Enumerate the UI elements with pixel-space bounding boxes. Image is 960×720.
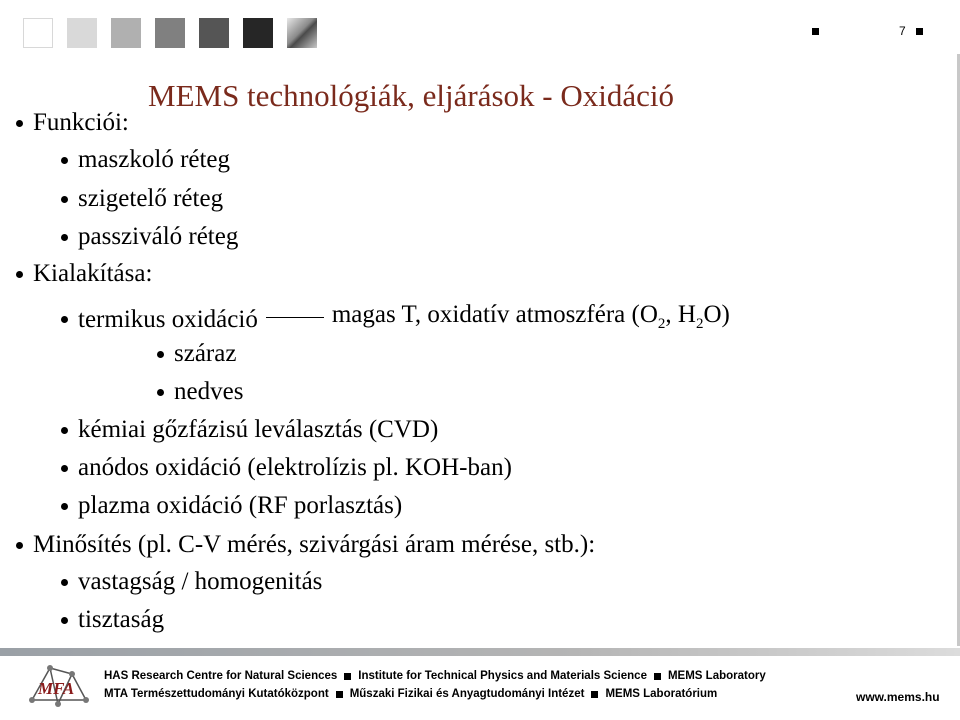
bullet-text: szigetelő réteg xyxy=(78,185,224,212)
bullet-plazma xyxy=(61,491,402,521)
footer-text: MEMS Laboratórium xyxy=(605,688,718,700)
bullet-dot-icon xyxy=(61,157,68,164)
bullet-text: száraz xyxy=(174,340,237,367)
bullet-text: termikus oxidáció xyxy=(78,305,258,333)
footer-line-hungarian xyxy=(104,685,766,703)
dash-rule xyxy=(266,317,324,319)
bullet-tisztasag xyxy=(61,605,164,635)
bullet-minosites xyxy=(16,530,595,560)
bullet-text: passziváló réteg xyxy=(78,223,239,250)
bullet-dot-icon xyxy=(16,120,23,127)
bullet-text: kémiai gőzfázisú leválasztás (CVD) xyxy=(78,416,439,443)
bullet-szaraz xyxy=(157,339,236,369)
bullet-text: Funkciói: xyxy=(33,109,129,136)
website-link[interactable]: www.mems.hu xyxy=(856,690,940,704)
footer-bar xyxy=(0,648,960,656)
bullet-maszkolo xyxy=(61,145,230,175)
color-swatch-white xyxy=(23,18,53,48)
bullet-kialakitasa xyxy=(16,259,152,289)
color-swatch-metallic xyxy=(287,18,317,48)
bullet-dot-icon xyxy=(61,465,68,472)
square-bullet-icon xyxy=(344,673,351,680)
bullet-text: Kialakítása: xyxy=(33,260,153,287)
page-number-area xyxy=(812,24,923,38)
square-bullet-icon xyxy=(336,691,343,698)
bullet-text: Minősítés (pl. C-V mérés, szivárgási áram mérése, stb.): xyxy=(33,531,596,558)
footer-text: MEMS Laboratory xyxy=(667,670,766,682)
footer-text: MTA Természettudományi Kutatóközpont xyxy=(104,688,329,700)
bullet-dot-icon xyxy=(157,351,164,358)
bullet-text: maszkoló réteg xyxy=(78,146,231,173)
bullet-passzivalo xyxy=(61,222,238,252)
bullet-dot-icon xyxy=(61,234,68,241)
bullet-dot-icon xyxy=(16,542,23,549)
svg-text:MFA: MFA xyxy=(38,679,75,698)
color-swatch-mid-gray xyxy=(155,18,185,48)
square-bullet-icon xyxy=(916,28,923,35)
footer-line-english xyxy=(104,667,766,685)
bullet-termikus xyxy=(61,300,730,339)
footer-text: Műszaki Fizikai és Anyagtudományi Intézet xyxy=(349,688,585,700)
footer-text: Institute for Technical Physics and Materials Science xyxy=(358,670,647,682)
bullet-funkcioi xyxy=(16,108,129,138)
bullet-dot-icon xyxy=(16,271,23,278)
bullet-dot-icon xyxy=(61,196,68,203)
footer-text: HAS Research Centre for Natural Sciences xyxy=(104,670,338,682)
color-swatch-dark-gray xyxy=(199,18,229,48)
page-number: 7 xyxy=(899,24,906,38)
bullet-nedves xyxy=(157,377,243,407)
mfa-logo-icon xyxy=(24,660,92,712)
bullet-dot-icon xyxy=(61,503,68,510)
color-swatch-light-gray xyxy=(67,18,97,48)
square-bullet-icon xyxy=(591,691,598,698)
bullet-text: vastagság / homogenitás xyxy=(78,568,323,595)
bullet-dot-icon xyxy=(61,617,68,624)
bullet-text: plazma oxidáció (RF porlasztás) xyxy=(78,492,403,519)
bullet-dot-icon xyxy=(157,389,164,396)
bullet-text-conditions: magas T, oxidatív atmoszféra ($O_2$, $H_2O$) xyxy=(331,301,730,332)
bullet-dot-icon xyxy=(61,316,68,323)
bullet-vastagsag xyxy=(61,567,322,597)
bullet-szigetelo xyxy=(61,184,223,214)
slide-title: MEMS technológiák, eljárások - Oxidáció xyxy=(148,78,675,113)
bullet-text: anódos oxidáció (elektrolízis pl. KOH-ban) xyxy=(78,454,512,481)
bullet-text: nedves xyxy=(174,378,244,405)
square-bullet-icon xyxy=(812,28,819,35)
color-swatch-black xyxy=(243,18,273,48)
bullet-dot-icon xyxy=(61,579,68,586)
color-swatch-gray xyxy=(111,18,141,48)
bullet-anodos xyxy=(61,453,512,483)
bullet-text: tisztaság xyxy=(78,606,165,633)
footer-institution-lines xyxy=(104,667,766,703)
square-bullet-icon xyxy=(654,673,661,680)
bullet-kemiai xyxy=(61,415,438,445)
bullet-dot-icon xyxy=(61,427,68,434)
